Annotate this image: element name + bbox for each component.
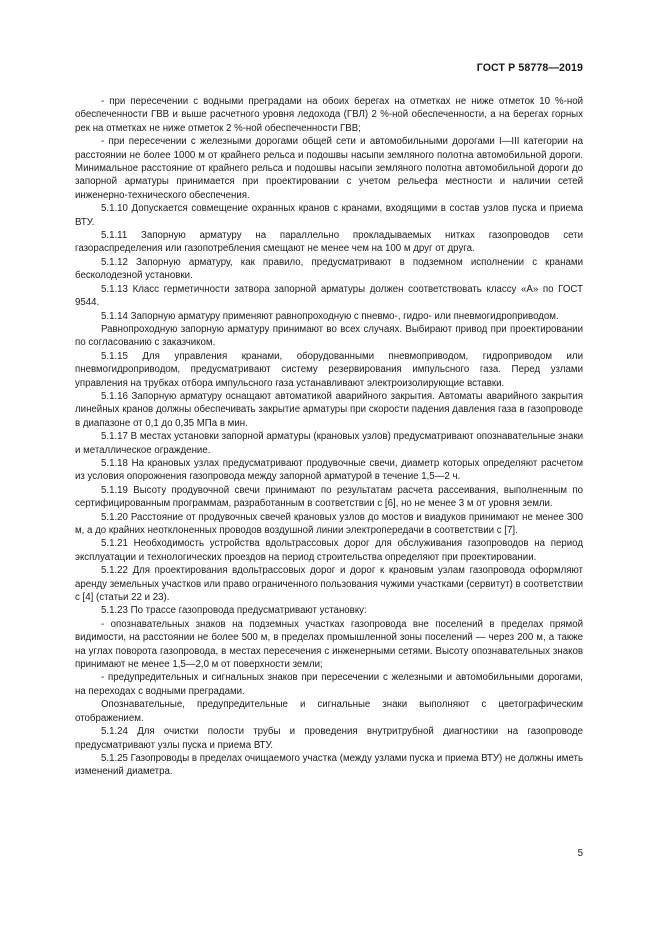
paragraph: 5.1.18 На крановых узлах предусматривают продувочные свечи, диаметр которых определяют расчетом из условия опорожнения газопровода между запорной арматурой в течение 1,5—2 ч. xyxy=(75,457,583,483)
paragraph: 5.1.22 Для проектирования вдольтрассовых дорог и дорог к крановым узлам газопровода оформляют аренду земельных участков или право ограниченного пользования чужими участками (сервитут) в соответствии с [4] (статьи 22 и 23). xyxy=(75,565,583,604)
paragraph: 5.1.21 Необходимость устройства вдольтрассовых дорог для обслуживания газопроводов на период эксплуатации и технологических проездов на период строительства определяют при проектировании. xyxy=(75,538,583,563)
paragraph: 5.1.25 Газопроводы в пределах очищаемого участка (между узлами пуска и приема ВТУ) не должны иметь изменений диаметра. xyxy=(75,752,583,778)
document-header: ГОСТ Р 58778—2019 xyxy=(476,62,583,74)
page-number: 5 xyxy=(577,848,583,859)
paragraph: - опознавательных знаков на подземных участках газопровода вне поселений в пределах прямой видимости, на расстоянии не более 500 м, в пределах промышленной зоны поселений — через 200 м, а также на углах поворота газопровода, в местах пересечения с инженерными сетями. Высоту опознавательных знаков принимают не менее 1,5—2,0 м от поверхности земли; xyxy=(75,618,583,671)
paragraph: 5.1.14 Запорную арматуру применяют равнопроходную с пневмо-, гидро- или пневмогидроприводом. xyxy=(101,310,559,322)
paragraph: 5.1.23 По трассе газопровода предусматривают установку: xyxy=(101,605,367,617)
paragraph: - при пересечении с водными преградами на обоих берегах на отметках не ниже отметок 10 %-ной обеспеченности ГВВ и выше расчетного уровня ледохода (ГВЛ) 2 %-ной обеспеченности, а на берегах горных рек на отметках не ниже отметок 2 %-ной обеспеченности ГВВ; xyxy=(75,96,583,134)
paragraph: - предупредительных и сигнальных знаков при пересечении с железными и автомобильными дорогами, на переходах с водными преградами. xyxy=(75,672,583,697)
paragraph: - при пересечении с железными дорогами общей сети и автомобильными дорогами I—III категории на расстоянии не более 1000 м от крайнего рельса и подошвы насыпи земляного полотна автомобильной дороги. Минимальное расстояние от крайнего рельса и подошвы насыпи земляного полотна автомобильной дороги до запорной арматуры принимается при проектировании с учетом рельефа местности и наличии сетей инженерно-технического обеспечения. xyxy=(75,136,583,201)
paragraph: 5.1.13 Класс герметичности затвора запорной арматуры должен соответствовать классу «А» по ГОСТ 9544. xyxy=(75,283,583,309)
document-body xyxy=(75,95,583,779)
paragraph: 5.1.16 Запорную арматуру оснащают автоматикой аварийного закрытия. Автоматы аварийного закрытия линейных кранов должны обеспечивать закрытие арматуры при скорости падения давления газа в газопроводе в диапазоне от 0,1 до 0,35 МПа в мин. xyxy=(75,390,583,429)
paragraph: Равнопроходную запорную арматуру принимают во всех случаях. Выбирают привод при проектировании по согласованию с заказчиком. xyxy=(75,323,583,349)
paragraph: 5.1.24 Для очистки полости трубы и проведения внутритрубной диагностики на газопроводе предусматривают узлы пуска и приема ВТУ. xyxy=(75,726,583,751)
paragraph: 5.1.12 Запорную арматуру, как правило, предусматривают в подземном исполнении с кранами бесколодезной установки. xyxy=(75,256,583,282)
paragraph: 5.1.11 Запорную арматуру на параллельно прокладываемых нитках газопроводов сети газораспределения или газопотребления смещают не менее чем на 100 м друг от друга. xyxy=(75,230,583,255)
paragraph: 5.1.19 Высоту продувочной свечи принимают по результатам расчета рассеивания, выполненным по сертифицированным программам, разработанным в соответствии с [6], но не менее 3 м от уровня земли. xyxy=(75,484,583,510)
paragraph: Опознавательные, предупредительные и сигнальные знаки выполняют с цветографическим отображением. xyxy=(75,699,583,724)
paragraph: 5.1.15 Для управления кранами, оборудованными пневмоприводом, гидроприводом или пневмогидроприводом, предусматривают систему резервирования импульсного газа. Перед узлами управления на трубках отбора импульсного газа устанавливают электроизолирующие вставки. xyxy=(75,350,583,389)
paragraph: 5.1.10 Допускается совмещение охранных кранов с кранами, входящими в состав узлов пуска и приема ВТУ. xyxy=(75,203,583,228)
paragraph: 5.1.17 В местах установки запорной арматуры (крановых узлов) предусматривают опознавательные знаки и металлическое ограждение. xyxy=(75,431,583,456)
paragraph: 5.1.20 Расстояние от продувочных свечей крановых узлов до мостов и виадуков принимают не менее 300 м, а до крайних неотклоненных проводов воздушной линии электропередачи в соответствии с [7]. xyxy=(75,511,583,536)
